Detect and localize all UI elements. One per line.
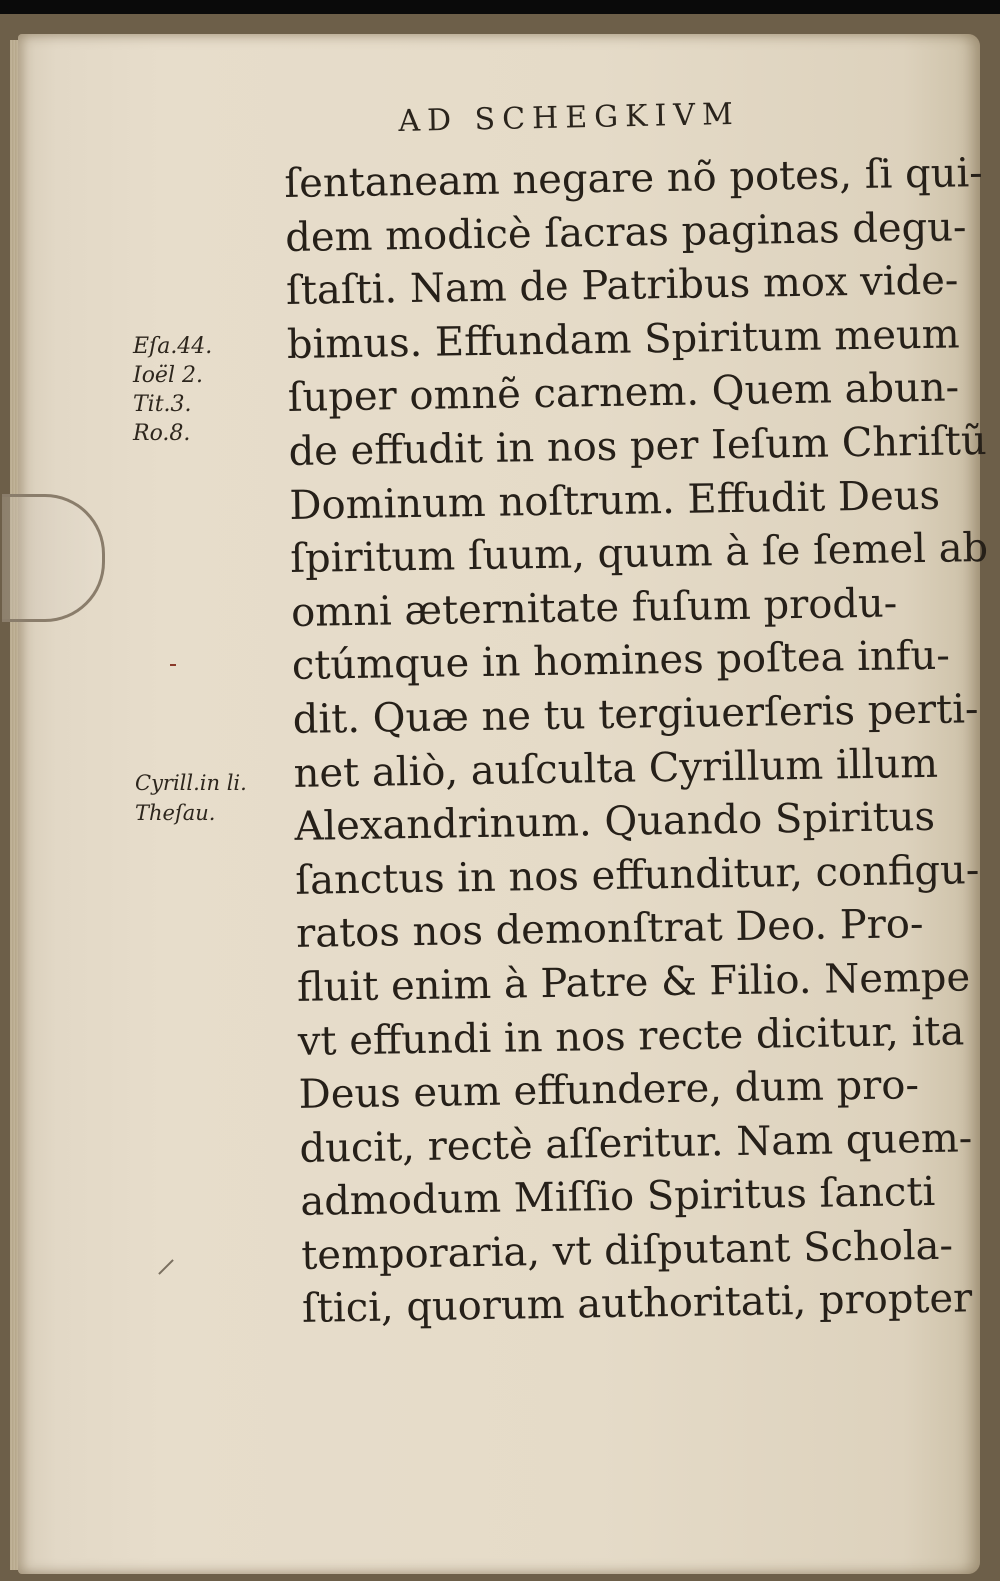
- text-line: Alexandrinum. Quando Spiritus: [294, 793, 936, 851]
- text-line: ducit, rectè aſſeritur. Nam quem-: [299, 1115, 973, 1172]
- running-head: AD SCHEGKIVM: [398, 96, 741, 139]
- text-line: ctúmque in homines poſtea infu-: [291, 632, 951, 690]
- text-line: ſanctus in nos effunditur, configu-: [294, 846, 980, 904]
- margin-note: Eſa.44.: [133, 334, 213, 359]
- margin-notes-cyril: [135, 768, 275, 828]
- text-line: temporaria, vt diſputant Schola-: [300, 1222, 954, 1279]
- text-line: dit. Quæ ne tu tergiuerſeris perti-: [292, 686, 979, 743]
- text-line: ſentaneam negare nõ potes, ſi qui-: [284, 150, 984, 207]
- margin-note: Ioël 2.: [133, 363, 203, 388]
- text-line: ratos nos demonſtrat Deo. Pro-: [295, 901, 924, 958]
- text-line: Dominum noſtrum. Effudit Deus: [289, 472, 941, 529]
- text-line: fluit enim à Patre & Filio. Nempe: [296, 954, 971, 1011]
- text-line: ſpiritum ſuum, quum à ſe ſemel ab: [289, 525, 989, 583]
- margin-notes-scripture: [133, 332, 273, 448]
- text-line: vt effundi in nos recte dicitur, ita: [297, 1007, 965, 1065]
- margin-note: Tit.3.: [133, 392, 192, 417]
- text-line: dem modicè ſacras paginas degu-: [284, 203, 967, 261]
- text-line: omni æternitate fuſum produ-: [290, 580, 898, 636]
- margin-note: Ro.8.: [133, 421, 191, 446]
- body-text: [284, 148, 989, 1337]
- scan-top-border: [0, 0, 1000, 14]
- text-line: Deus eum effundere, dum pro-: [298, 1062, 920, 1118]
- text-line: ſtaſti. Nam de Patribus mox vide-: [285, 257, 959, 315]
- text-line: admodum Miſſio Spiritus ſancti: [300, 1169, 936, 1226]
- margin-note: Theſau.: [135, 801, 216, 825]
- ink-mark: [170, 664, 176, 666]
- margin-note: Cyrill.in li.: [135, 771, 247, 795]
- text-line: bimus. Effundam Spiritum meum: [286, 311, 960, 368]
- text-line: ſuper omnẽ carnem. Quem abun-: [287, 364, 960, 422]
- text-line: net aliò, auſculta Cyrillum illum: [293, 740, 939, 797]
- text-line: de effudit in nos per Ieſum Chriſtũ: [288, 417, 988, 475]
- text-line: ſtici, quorum authoritati, propter: [301, 1275, 973, 1333]
